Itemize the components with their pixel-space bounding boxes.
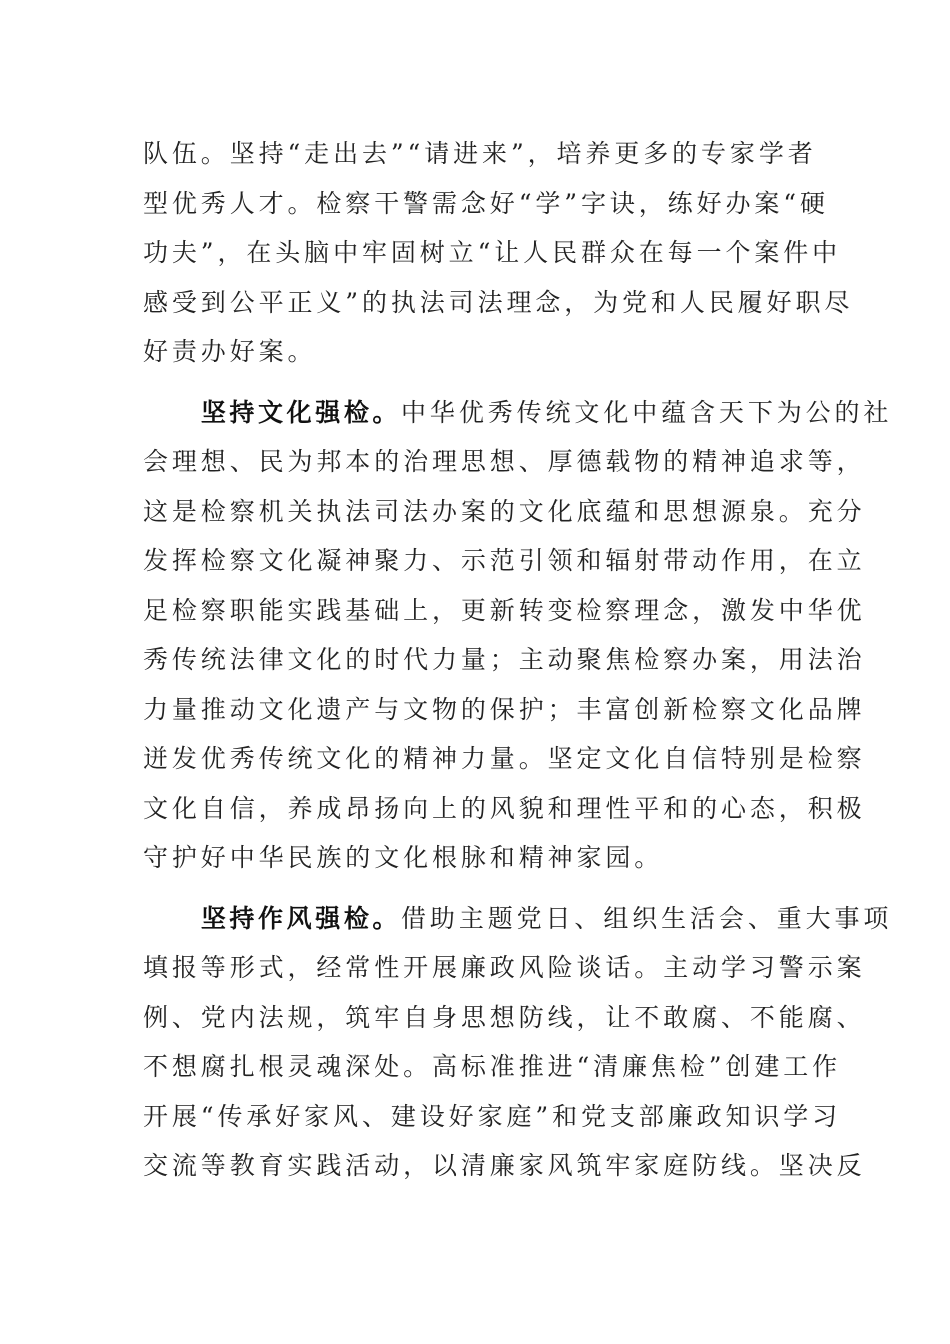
text-line-first (143, 894, 893, 944)
text-line: 守护好中华民族的文化根脉和精神家园。 (143, 843, 664, 872)
text-line: 好责办好案。 (143, 337, 317, 366)
text-line: 开展“传承好家风、建设好家庭”和党支部廉政知识学习 (143, 1101, 842, 1131)
text-line: 感受到公平正义”的执法司法理念，为党和人民履好职尽 (143, 287, 854, 317)
paragraph-heading: 坚持文化强检。 (200, 397, 402, 427)
paragraph-culture (143, 388, 893, 883)
text-line: 型优秀人才。检察干警需念好“学”字诀，练好办案“硬 (143, 188, 829, 218)
text-line: 发挥检察文化凝神聚力、示范引领和辐射带动作用，在立 (143, 546, 866, 575)
text-line: 不想腐扎根灵魂深处。高标准推进“清廉焦检”创建工作 (143, 1052, 842, 1081)
paragraph-1 (143, 129, 854, 377)
text-line: 迸发优秀传统文化的精神力量。坚定文化自信特别是检察 (143, 744, 866, 773)
text-line: 力量推动文化遗产与文物的保护；丰富创新检察文化品牌 (143, 694, 866, 724)
paragraph-conduct (143, 894, 893, 1191)
text-line: 文化自信，养成昂扬向上的风貌和理性平和的心态，积极 (143, 793, 866, 823)
text-line: 例、党内法规，筑牢自身思想防线，让不敢腐、不能腐、 (143, 1002, 866, 1032)
document-body (143, 129, 893, 1191)
paragraph-heading: 坚持作风强检。 (200, 903, 402, 933)
text-line: 功夫”，在头脑中牢固树立“让人民群众在每一个案件中 (143, 238, 842, 267)
text-line: 足检察职能实践基础上，更新转变检察理念，激发中华优 (143, 595, 866, 625)
text-line: 交流等教育实践活动，以清廉家风筑牢家庭防线。坚决反 (143, 1151, 866, 1180)
text-line: 秀传统法律文化的时代力量；主动聚焦检察办案，用法治 (143, 645, 866, 674)
text-line: 填报等形式，经常性开展廉政风险谈话。主动学习警示案 (143, 953, 866, 982)
text-line-rest: 借助主题党日、组织生活会、重大事项 (401, 903, 893, 933)
text-line: 这是检察机关执法司法办案的文化底蕴和思想源泉。充分 (143, 496, 866, 526)
text-line: 会理想、民为邦本的治理思想、厚德载物的精神追求等， (143, 447, 866, 476)
text-line: 队伍。坚持“走出去”“请进来”，培养更多的专家学者 (143, 139, 817, 168)
text-line-rest: 中华优秀传统文化中蕴含天下为公的社 (401, 397, 893, 427)
text-line-first (143, 388, 893, 438)
